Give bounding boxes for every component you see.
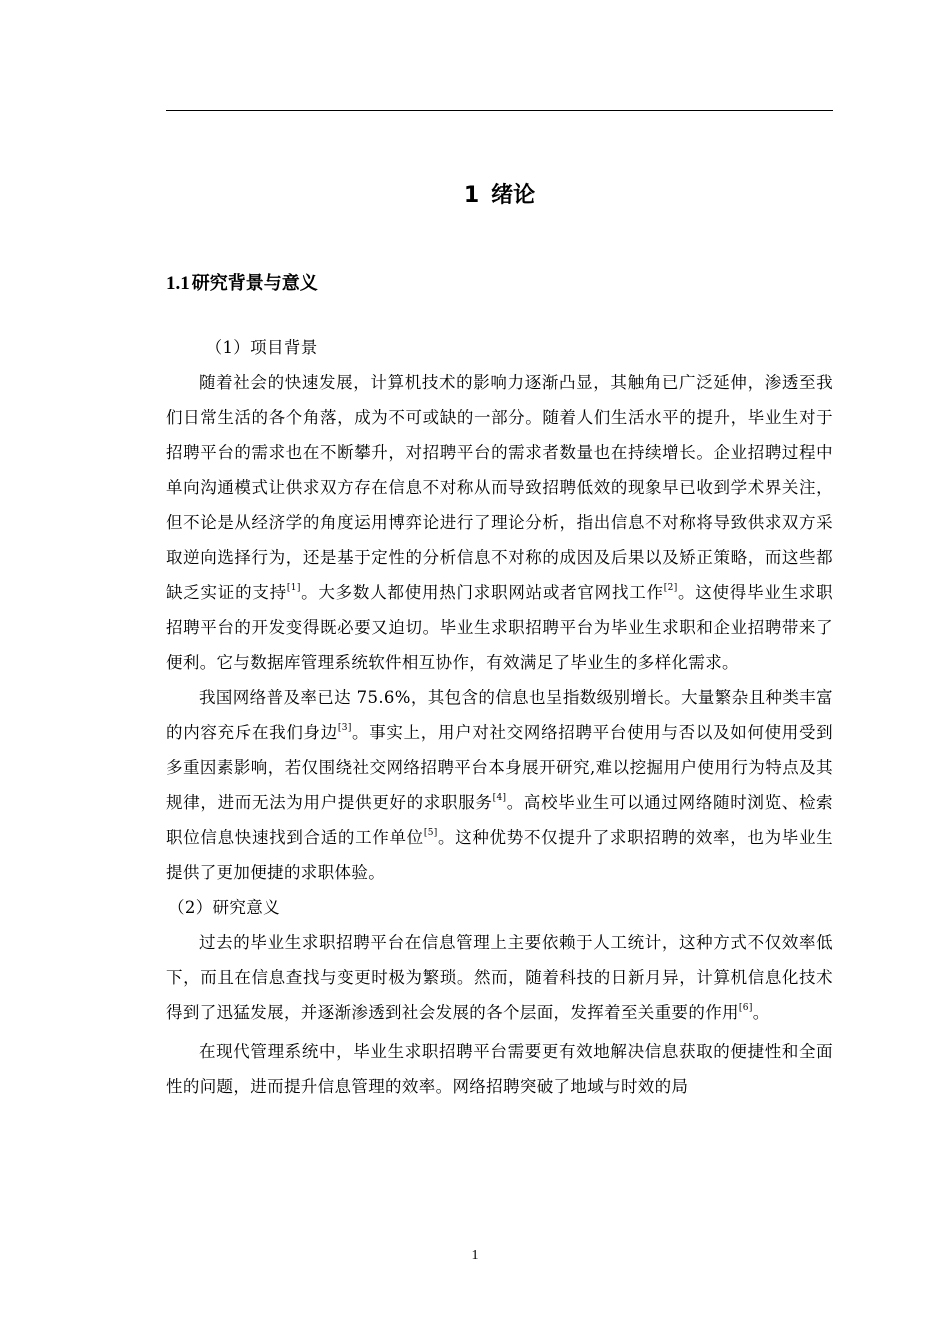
section-title-text: 研究背景与意义	[191, 273, 318, 294]
paragraph-text: 我国网络普及率已达 75.6%，其包含的信息也呈指数级别增长。大量繁杂且种类丰富的内容充斥在我们身边	[166, 688, 833, 742]
citation-ref: [4]	[492, 792, 507, 803]
chapter-title-text: 绪论	[491, 183, 536, 208]
paragraph-text: 。这使得毕业生求职招聘平台的开发变得既必要又迫切。毕业生求职招聘平台为毕业生求职和企业招聘带来了便利。它与数据库管理系统软件相互协作，有效满足了毕业生的多样化需求。	[166, 583, 833, 672]
paragraph-text: 。这种优势不仅提升了求职招聘的效率，也为毕业生提供了更加便捷的求职体验。	[166, 828, 833, 882]
subsection-background-label: （1）项目背景	[205, 338, 318, 357]
paragraph-text: 过去的毕业生求职招聘平台在信息管理上主要依赖于人工统计，这种方式不仅效率低下，而且在信息查找与变更时极为繁琐。然而，随着科技的日新月异，计算机信息化技术得到了迅猛发展，并逐渐渗透到社会发展的各个层面，发挥着至关重要的作用	[166, 933, 833, 1022]
citation-ref: [5]	[423, 827, 438, 838]
header-rule	[166, 110, 833, 111]
paragraph-text: 。	[752, 1003, 770, 1022]
paragraph-background-1	[166, 365, 833, 680]
citation-ref: [2]	[663, 582, 678, 593]
section-number: 1.1	[166, 273, 190, 294]
paragraph-text: 。高校毕业生可以通过网络随时浏览、检索职位信息快速找到合适的工作单位	[166, 793, 833, 847]
body-text	[166, 330, 833, 1104]
paragraph-significance-2: 在现代管理系统中，毕业生求职招聘平台需要更有效地解决信息获取的便捷性和全面性的问题，进而提升信息管理的效率。网络招聘突破了地域与时效的局	[166, 1042, 833, 1096]
paragraph-text: 。大多数人都使用热门求职网站或者官网找工作	[300, 583, 664, 602]
subsection-significance-label: （2）研究意义	[168, 898, 280, 917]
paragraph-significance-1	[166, 925, 833, 1030]
chapter-title	[166, 178, 833, 214]
chapter-number: 1	[463, 183, 480, 208]
citation-ref: [6]	[738, 1002, 753, 1013]
citation-ref: [1]	[286, 582, 301, 593]
paragraph-text: 。事实上，用户对社交网络招聘平台使用与否以及如何使用受到多重因素影响，若仅围绕社交网络招聘平台本身展开研究,难以挖掘用户使用行为特点及其规律，进而无法为用户提供更好的求职服务	[166, 723, 833, 812]
paragraph-background-2	[166, 680, 833, 890]
paragraph-text: 随着社会的快速发展，计算机技术的影响力逐渐凸显，其触角已广泛延伸，渗透至我们日常生活的各个角落，成为不可或缺的一部分。随着人们生活水平的提升，毕业生对于招聘平台的需求也在不断攀升，对招聘平台的需求者数量也在持续增长。企业招聘过程中单向沟通模式让供求双方存在信息不对称从而导致招聘低效的现象早已收到学术界关注，但不论是从经济学的角度运用博弈论进行了理论分析，指出信息不对称将导致供求双方采取逆向选择行为，还是基于定性的分析信息不对称的成因及后果以及矫正策略，而这些都缺乏实证的支持	[166, 373, 833, 602]
citation-ref: [3]	[337, 722, 352, 733]
page-number: 1	[471, 1248, 479, 1263]
section-title	[166, 268, 318, 300]
